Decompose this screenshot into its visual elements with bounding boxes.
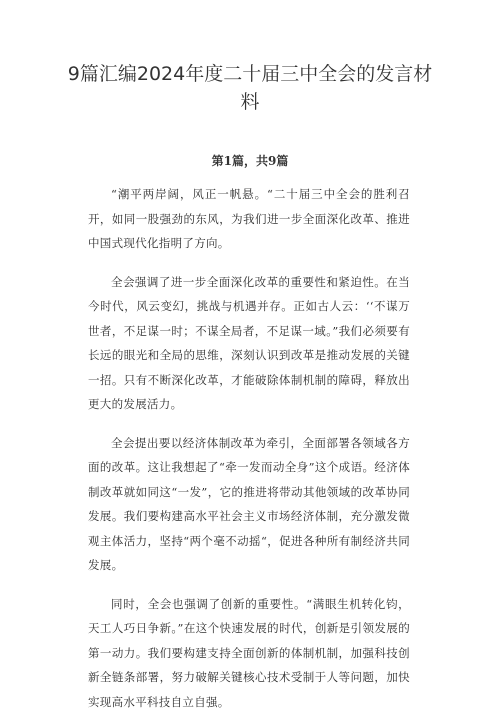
paragraph: 全会强调了进一步全面深化改革的重要性和紧迫性。在当今时代，风云变幻，挑战与机遇并存。正如古人云：‘‘不谋万世者，不足谋一时；不谋全局者，不足谋一域。”我们必须要有长远的眼光和全局的思维，深刻认识到改革是推动发展的关键一招。只有不断深化改革，才能破除体制机制的障碍，释放出更大的发展活力。 <box>88 274 410 411</box>
paragraph: 全会提出要以经济体制改革为牵引，全面部署各领域各方面的改革。这让我想起了“牵一发而动全身”这个成语。经济体制改革就如同这“一发”，它的推进将带动其他领域的改革协同发展。我们要构建高水平社会主义市场经济体制，充分激发微观主体活力，坚持“两个毫不动摇“，促进各种所有制经济共同发展。 <box>88 435 410 572</box>
document-body <box>88 182 410 728</box>
part-label: 第1篇，共9篇 <box>211 154 289 168</box>
document-title: 9篇汇编2024年度二十届三中全会的发言材料 <box>67 63 433 113</box>
paragraph: “潮平两岸阔，风正一帆悬。“二十届三中全会的胜利召开，如同一股强劲的东风，为我们进一步全面深化改革、推进中国式现代化指明了方向。 <box>88 187 410 250</box>
paragraph: 同时，全会也强调了创新的重要性。“满眼生机转化钧，天工人巧日争新。”在这个快速发展的时代，创新是引领发展的第一动力。我们要构建支持全面创新的体制机制，加强科技创新全链条部署，努力破解关键核心技术受制于人等问题，加快实现高水平科技自立自强。 <box>88 596 410 709</box>
